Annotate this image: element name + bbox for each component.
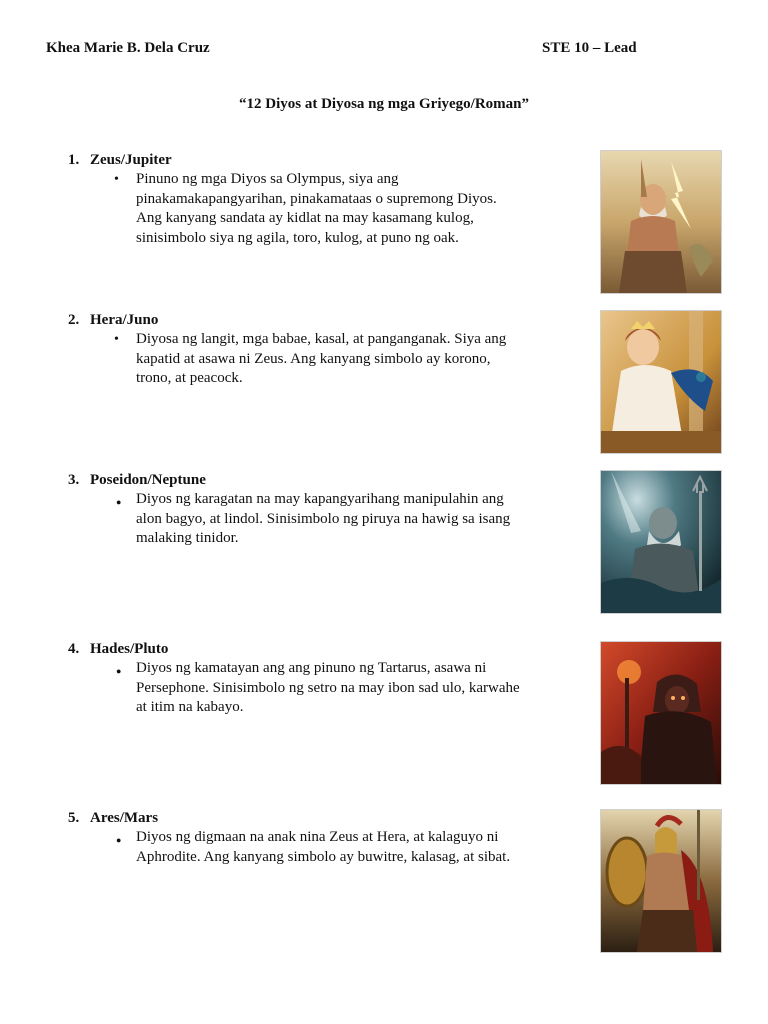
deity-number: 3. bbox=[68, 472, 80, 488]
deity-description: Diyos ng kamatayan ang ang pinuno ng Tartarus, asawa ni Persephone. Sinisimbolo ng setro na may ibon sad ulo, karwahe at itim na kabayo. bbox=[136, 660, 520, 715]
bullet-icon: ● bbox=[116, 497, 122, 507]
bullet-icon: ● bbox=[116, 835, 122, 845]
deity-number: 5. bbox=[68, 810, 80, 826]
header-class-section: STE 10 – Lead bbox=[542, 40, 637, 56]
deity-name: Ares/Mars bbox=[90, 810, 159, 826]
deity-description: Pinuno ng mga Diyos sa Olympus, siya ang pinakamakapangyarihan, pinakamataas o supremong Diyos. Ang kanyang sandata ay kidlat na may kasamang kulog, sinisimbolo siya ng agila, toro, kulog, at puno ng oak. bbox=[136, 171, 497, 246]
deity-name: Hera/Juno bbox=[90, 312, 159, 328]
deity-description: Diyos ng digmaan na anak nina Zeus at Hera, at kalaguyo ni Aphrodite. Ang kanyang simbolo ay buwitre, kalasag, at sibat. bbox=[136, 829, 511, 865]
deity-name: Hades/Pluto bbox=[90, 641, 169, 657]
bullet-icon: • bbox=[114, 332, 119, 347]
hades-image bbox=[600, 641, 722, 785]
header-student-name: Khea Marie B. Dela Cruz bbox=[46, 40, 210, 56]
deity-description: Diyos ng karagatan na may kapangyarihang manipulahin ang alon bagyo, at lindol. Sinisimbolo ng piruya na hawig sa isang malaking tinidor. bbox=[136, 491, 511, 546]
bullet-icon: ● bbox=[116, 666, 122, 676]
bullet-icon: • bbox=[114, 172, 119, 187]
poseidon-image bbox=[600, 470, 722, 614]
deity-heading bbox=[68, 810, 158, 827]
deity-name: Zeus/Jupiter bbox=[90, 152, 172, 168]
zeus-image bbox=[600, 150, 722, 294]
ares-image bbox=[600, 809, 722, 953]
hera-image bbox=[600, 310, 722, 454]
deity-heading bbox=[68, 472, 206, 489]
deity-heading bbox=[68, 152, 172, 169]
deity-number: 1. bbox=[68, 152, 80, 168]
deity-number: 4. bbox=[68, 641, 80, 657]
deity-heading bbox=[68, 312, 158, 329]
deity-name: Poseidon/Neptune bbox=[90, 472, 206, 488]
deity-heading bbox=[68, 641, 168, 658]
deity-number: 2. bbox=[68, 312, 80, 328]
document-title: “12 Diyos at Diyosa ng mga Griyego/Roman” bbox=[239, 96, 529, 112]
deity-description: Diyosa ng langit, mga babae, kasal, at panganganak. Siya ang kapatid at asawa ni Zeus. Ang kanyang simbolo ay korono, trono, at peacock. bbox=[136, 331, 507, 386]
